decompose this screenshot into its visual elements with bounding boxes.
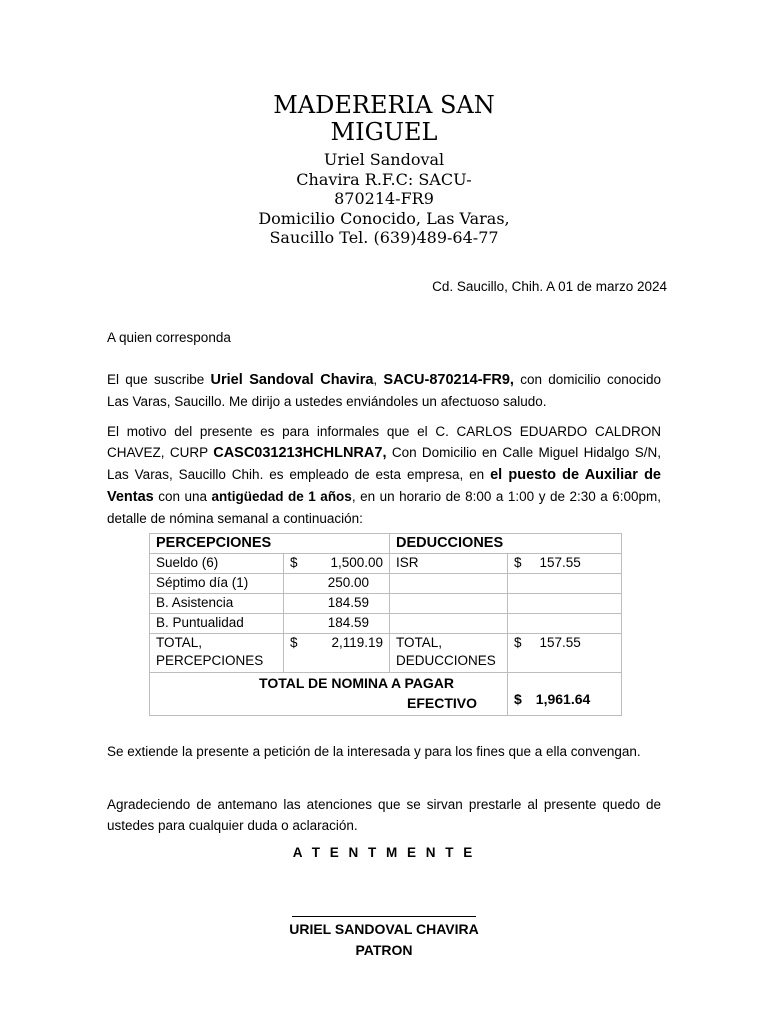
address-line1: Domicilio Conocido, Las Varas, [258, 208, 510, 228]
income-amount: 250.00 [284, 574, 390, 594]
empty-cell [508, 614, 622, 634]
employee-position: el puesto de Auxiliar de Ventas [107, 467, 661, 505]
letter-date: Cd. Saucillo, Chih. A 01 de marzo 2024 [432, 279, 667, 294]
income-label: Séptimo día (1) [150, 574, 284, 594]
currency-symbol: $ [514, 635, 522, 650]
income-amount: 184.59 [284, 614, 390, 634]
intro-paragraph [107, 369, 661, 412]
total-deductions-amount [508, 634, 622, 673]
payroll-table [149, 533, 622, 716]
table-row [150, 594, 622, 614]
income-value: 1,500.00 [330, 555, 383, 570]
owner-line2: Chavira R.F.C: SACU- [296, 169, 472, 189]
employment-paragraph [107, 421, 661, 529]
net-pay-row [150, 673, 622, 716]
address-line2: Saucillo Tel. (639)489-64-77 [269, 228, 499, 247]
currency-symbol: $ [290, 635, 298, 650]
deduction-value: 157.55 [539, 555, 581, 570]
total-deductions-value: 157.55 [539, 635, 581, 650]
income-label: B. Puntualidad [150, 614, 284, 634]
totals-row [150, 634, 622, 673]
employment-text-4: , en un horario de 8:00 a 1:00 y de 2:30 a 6:00pm, detalle de nómina semanal a continuación: [107, 489, 662, 526]
currency-symbol: $ [290, 555, 298, 570]
net-pay-amount [508, 673, 622, 716]
company-name-line1: MADERERIA SAN [273, 91, 495, 119]
intro-text-2: , [373, 372, 384, 387]
net-pay-value: 1,961.64 [535, 691, 591, 707]
employment-text-3: con una [153, 489, 212, 504]
table-row [150, 614, 622, 634]
signer-rfc: SACU-870214-FR9, [383, 372, 514, 388]
table-row [150, 574, 622, 594]
currency-symbol: $ [514, 691, 522, 707]
owner-line1: Uriel Sandoval [323, 150, 445, 169]
company-name-line2: MIGUEL [330, 118, 438, 146]
currency-symbol: $ [514, 555, 522, 570]
deduction-amount [508, 554, 622, 574]
income-amount [284, 554, 390, 574]
signature-block [234, 919, 534, 961]
net-pay-label [150, 673, 508, 716]
letterhead [234, 92, 534, 248]
request-paragraph: Se extiende la presente a petición de la interesada y para los fines que a ella convengan. [107, 744, 641, 759]
net-pay-label-line2: EFECTIVO [406, 695, 477, 711]
empty-cell [390, 574, 508, 594]
salutation: A quien corresponda [107, 330, 231, 345]
empty-cell [390, 614, 508, 634]
empty-cell [390, 594, 508, 614]
income-amount: 184.59 [284, 594, 390, 614]
net-pay-label-line1: TOTAL DE NOMINA A PAGAR [259, 675, 454, 691]
thanks-paragraph: Agradeciendo de antemano las atenciones que se sirvan prestarle al presente quedo de ustedes para cualquier duda o aclaración. [107, 797, 661, 833]
owner-line3: 870214-FR9 [334, 189, 434, 208]
empty-cell [508, 574, 622, 594]
employment-text-2: Con Domicilio en Calle Miguel Hidalgo S/N, Las Varas, Saucillo Chih. es empleado de esta empresa, en [107, 445, 661, 482]
signature-title: PATRON [355, 942, 413, 958]
employee-curp: CASC031213HCHLNRA7, [213, 445, 387, 461]
intro-text-3: con domicilio conocido Las Varas, Saucillo. Me dirijo a ustedes enviándoles un afectuoso saludo. [107, 372, 661, 409]
table-row [150, 554, 622, 574]
signer-name: Uriel Sandoval Chavira [210, 372, 374, 388]
total-deductions-label: TOTAL, DEDUCCIONES [390, 634, 508, 673]
income-label: B. Asistencia [150, 594, 284, 614]
closing-text: A T E N T M E N T E [292, 845, 476, 860]
employee-seniority: antigüedad de 1 años [211, 489, 352, 504]
intro-text-1: El que suscribe [107, 372, 211, 387]
percepciones-header: PERCEPCIONES [150, 534, 390, 554]
total-income-value: 2,119.19 [331, 635, 383, 650]
total-income-amount [284, 634, 390, 673]
employment-text-1: El motivo del presente es para informales que el C. CARLOS EDUARDO CALDRON CHAVEZ, CURP [107, 424, 661, 460]
table-header-row [150, 534, 622, 554]
empty-cell [508, 594, 622, 614]
income-label: Sueldo (6) [150, 554, 284, 574]
signature-name: URIEL SANDOVAL CHAVIRA [289, 921, 479, 937]
deduction-label: ISR [390, 554, 508, 574]
deducciones-header: DEDUCCIONES [390, 534, 622, 554]
signature-line [292, 916, 476, 917]
total-income-label: TOTAL, PERCEPCIONES [150, 634, 284, 673]
